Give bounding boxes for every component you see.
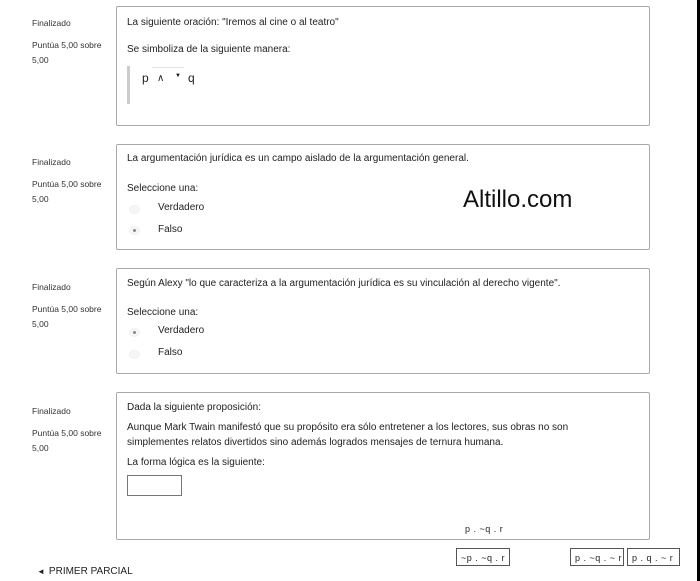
arrow-left-icon: ◄ [37,567,45,576]
question-state: Finalizado [32,18,71,28]
question-grade: Puntúa 5,00 sobre 5,00 [32,428,102,453]
question-text: Aunque Mark Twain manifestó que su propósito era sólo entretener a los lectores, sus obras no son simplementes relatos divertidos sino además logrados mensajes de ternura humana. [127,422,569,448]
question-grade: Puntúa 5,00 sobre 5,00 [32,304,102,329]
question-3-card [116,268,650,374]
choice-chip[interactable]: ~p . ~q . r [456,548,510,566]
question-state: Finalizado [32,157,71,167]
watermark: Altillo.com [463,186,573,213]
select-underline [152,67,184,68]
question-grade: Puntúa 5,00 sobre 5,00 [32,179,102,204]
question-prompt: Seleccione una: [127,307,199,318]
question-state: Finalizado [32,282,71,292]
question-4-card [116,392,650,540]
choice-chip[interactable]: p . ~q . ~ r [570,548,624,566]
question-1-info [32,16,110,68]
answer-p: p [142,71,149,85]
option-label: Falso [158,224,183,235]
prev-page-link[interactable] [37,566,133,577]
question-text: La argumentación jurídica es un campo aislado de la argumentación general. [127,153,469,164]
answer-operator: ∧ [157,73,165,84]
drop-target[interactable] [127,475,182,496]
question-text: Según Alexy "lo que caracteriza a la argumentación jurídica es su vinculación al derecho vigente". [127,278,561,289]
radio-falso[interactable] [129,350,140,359]
question-prompt: Se simboliza de la siguiente manera: [127,44,291,55]
question-intro: Dada la siguiente proposición: [127,402,261,413]
radio-verdadero[interactable] [129,205,140,214]
question-2-info [32,155,110,207]
question-prompt: La forma lógica es la siguiente: [127,457,265,468]
question-grade: Puntúa 5,00 sobre 5,00 [32,40,102,65]
question-text: La siguiente oración: "Iremos al cine o al teatro" [127,17,339,28]
option-label: Verdadero [158,202,205,213]
radio-verdadero[interactable] [129,328,140,337]
option-label: Verdadero [158,325,205,336]
chevron-down-icon[interactable]: ▼ [175,73,181,79]
answer-select[interactable] [127,66,195,104]
answer-q: q [188,71,195,85]
question-1-card [116,6,650,126]
radio-falso[interactable] [129,226,140,235]
question-state: Finalizado [32,406,71,416]
question-3-info [32,280,110,332]
draggable-answer[interactable]: p . ~q . r [465,524,504,534]
option-label: Falso [158,347,183,358]
question-prompt: Seleccione una: [127,183,199,194]
prev-page-label: PRIMER PARCIAL [48,566,133,577]
choice-chip[interactable]: p . q . ~ r [627,548,680,566]
question-4-info [32,404,110,456]
